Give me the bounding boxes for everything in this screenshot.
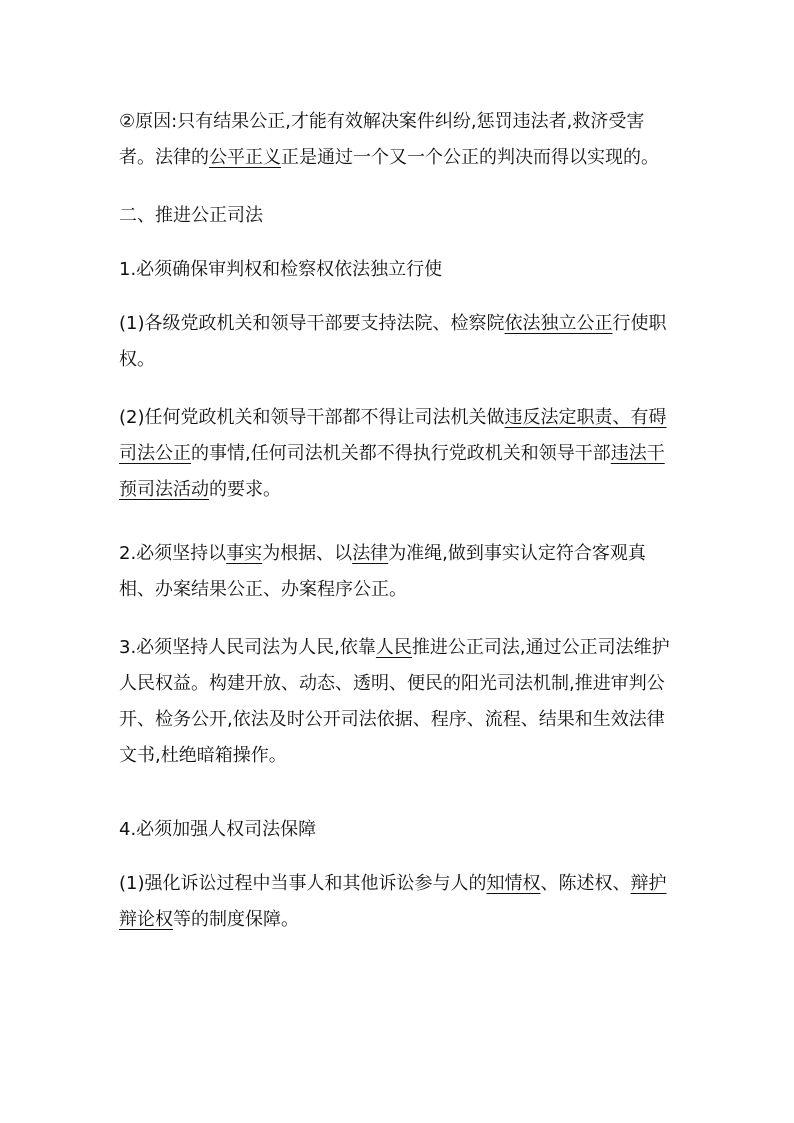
underlined-term: 人民 <box>375 637 412 658</box>
point-4-item-1 <box>119 866 679 938</box>
point-4-heading <box>119 812 679 848</box>
text-segment: 1.必须确保审判权和检察权依法独立行使 <box>119 259 443 280</box>
underlined-term: 辩护辩论权 <box>119 873 667 930</box>
section-heading <box>119 198 679 234</box>
underlined-term: 依法独立公正 <box>504 313 613 334</box>
text-segment: 的要求。 <box>209 479 281 500</box>
text-segment: 推进公正司法,通过公正司法维护人民权益。构建开放、动态、透明、便民的阳光司法机制,推进审判公开、检务公开,依法及时公开司法依据、程序、流程、结果和生效法律文书,杜绝暗箱操作。 <box>119 637 670 766</box>
underlined-term: 公平正义 <box>209 147 281 168</box>
text-segment: (1)各级党政机关和领导干部要支持法院、检察院 <box>119 313 505 334</box>
text-segment: 2.必须坚持以 <box>119 543 227 564</box>
text-segment: (2)任何党政机关和领导干部都不得让司法机关做 <box>119 407 505 428</box>
point-2 <box>119 536 679 608</box>
text-segment: 正是通过一个又一个公正的判决而得以实现的。 <box>281 147 659 168</box>
underlined-term: 事实 <box>226 543 263 564</box>
point-1-heading <box>119 252 679 288</box>
text-segment: 二、推进公正司法 <box>119 205 263 226</box>
text-segment: 为根据、以 <box>262 543 353 564</box>
underlined-term: 违反法定职责、有碍司法公正 <box>119 407 667 464</box>
text-segment: 3.必须坚持人民司法为人民,依靠 <box>119 637 376 658</box>
underlined-term: 法律 <box>352 543 389 564</box>
text-segment: 、陈述权、 <box>540 873 631 894</box>
text-segment: 的事情,任何司法机关都不得执行党政机关和领导干部 <box>191 443 611 464</box>
underlined-term: 违法干预司法活动 <box>119 443 665 500</box>
paragraph-reason <box>119 104 679 176</box>
underlined-term: 知情权 <box>486 873 541 894</box>
text-segment: 为准绳,做到事实认定符合客观真相、办案结果公正、办案程序公正。 <box>119 543 646 600</box>
point-1-item-1 <box>119 306 679 378</box>
text-segment: ②原因:只有结果公正,才能有效解决案件纠纷,惩罚违法者,救济受害者。法律的 <box>119 111 645 168</box>
text-segment: 等的制度保障。 <box>173 909 299 930</box>
text-segment: 行使职权。 <box>119 313 667 370</box>
point-3 <box>119 630 679 774</box>
point-1-item-2 <box>119 400 679 508</box>
text-segment: (1)强化诉讼过程中当事人和其他诉讼参与人的 <box>119 873 487 894</box>
text-segment: 4.必须加强人权司法保障 <box>119 819 317 840</box>
